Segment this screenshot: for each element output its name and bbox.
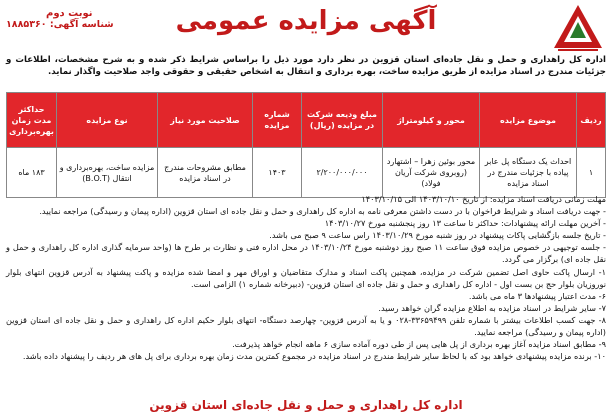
auction-table — [6, 92, 606, 198]
notice-id: شناسه آگهی: ۱۸۸۵۳۶۰ — [6, 19, 114, 30]
cell-row: ۱ — [577, 148, 606, 198]
cell-duration: ۱۸۳ ماه — [7, 148, 57, 198]
col-row: ردیف — [577, 93, 606, 148]
notice-badge — [6, 8, 124, 30]
col-duration: حداکثر مدت زمان بهره‌برداری — [7, 93, 57, 148]
cell-qualification: مطابق مشروحات مندرج در اسناد مزایده — [158, 148, 253, 198]
cell-deposit: ۲/۲۰۰/۰۰۰/۰۰۰ — [302, 148, 383, 198]
col-subject: موضوع مزایده — [480, 93, 577, 148]
conditions-body — [6, 193, 606, 362]
condition-item: ۱- ارسال پاکت حاوی اصل تضمین شرکت در مزایده، همچنین پاکت اسناد و مدارک متقاضیان و اوراق مهر و امضا شده مزایده و پاکت پیشنهاد به آدرس قزوین انتهای بلوار نوروزیان بلوار حج بن بست اول - اداره کل راهداری و حمل و نقل جاده ای استان قزوین- (دبیرخانه شماره ۱) الزامی است. — [6, 266, 606, 289]
col-number: شماره مزایده — [253, 93, 302, 148]
condition-item: ۷- سایر شرایط در اسناد مزایده به اطلاع مزایده گران خواهد رسید. — [378, 302, 606, 313]
condition-item: - جلسه توجیهی در خصوص مزایده فوق ساعت ۱۱ صبح روز دوشنبه مورخ ۱۴۰۳/۱۰/۲۴ در محل اداره فنی و نظارت بر طرح ها (واحد سرمایه گذاری اداره کل راهداری و حمل و نقل جاده ای) برگزار می گردد. — [6, 242, 606, 265]
cell-type: مزایده ساخت، بهره‌برداری و انتقال (B.O.T) — [57, 148, 158, 198]
condition-item: ۶- مدت اعتبار پیشنهادها ۳ ماه می باشد. — [468, 290, 606, 301]
col-qualification: صلاحیت مورد نیاز — [158, 93, 253, 148]
cell-route: محور بوئین زهرا – اشتهارد (روبروی شرکت آریان فولاد) — [383, 148, 480, 198]
intro-paragraph: اداره کل راهداری و حمل و نقل جاده‌ای استان قزوین در نظر دارد مورد ذیل را براساس شرایط ذکر شده و به شرح مشخصات، اطلاعات و جزئیات مندرج در اسناد مزایده از طریق مزایده ساخت، بهره برداری و انتقال به اشخاص حقیقی و حقوقی واجد صلاحیت واگذار نماید. — [6, 55, 606, 77]
notice-round: نوبت دوم — [46, 8, 93, 19]
table-row — [7, 148, 606, 198]
table-header-row — [7, 93, 606, 148]
cell-subject: احداث یک دستگاه پل عابر پیاده با جزئیات مندرج در اسناد مزایده — [480, 148, 577, 198]
col-type: نوع مزایده — [57, 93, 158, 148]
condition-item: ۸- جهت کسب اطلاعات بیشتر با شماره تلفن ۳۳۶۵۹۴۹۹-۰۲۸ و یا به آدرس قزوین- چهارصد دستگاه- انتهای بلوار حکیم اداره کل راهداری و حمل و نقل جاده ای استان قزوین (اداره پیمان و رسیدگی) مراجعه نمایید. — [6, 314, 606, 338]
deadline-line: مهلت زمانی دریافت اسناد مزایده: از تاریخ ۱۴۰۳/۱۰/۱۰ الی ۱۴۰۳/۱۰/۱۵ — [361, 194, 606, 204]
cell-number: ۱۴۰۳ — [253, 148, 302, 198]
condition-item: ۹- مطابق اسناد مزایده آغاز بهره برداری از پل هایی پس از طی دوره آماده سازی ۶ ماهه انجام خواهد پذیرفت. — [232, 339, 606, 350]
condition-item: - جهت دریافت اسناد و شرایط فراخوان با در دست داشتن معرفی نامه به اداره کل راهداری و حمل و نقل جاده ای استان قزوین (اداره پیمان و رسیدگی) مراجعه نمایید. — [39, 206, 606, 217]
col-deposit: مبلغ ودیعه شرکت در مزایده (ریال) — [302, 93, 383, 148]
footer-signature: اداره کل راهداری و حمل و نقل جاده‌ای استان قزوین — [149, 398, 463, 412]
condition-item: ۱۰- برنده مزایده پیشنهادی خواهد بود که با لحاظ سایر شرایط مندرج در اسناد مزایده در مجموع کمترین مدت زمان بهره برداری برای پل های هر ردیف را پیشنهاد داده باشد. — [22, 351, 606, 362]
col-route: محور و کیلومتراژ — [383, 93, 480, 148]
page-title: آگهی مزایده عمومی — [175, 6, 437, 36]
header — [0, 0, 612, 52]
condition-item: - آخرین مهلت ارائه پیشنهادات: حداکثر تا ساعت ۱۳ روز پنجشنبه مورخ ۱۴۰۳/۱۰/۲۷ — [324, 218, 606, 229]
condition-item: - تاریخ جلسه بازگشایی پاکات پیشنهاد در روز شنبه مورخ ۱۴۰۳/۱۰/۲۹ راس ساعت ۹ صبح می باشد. — [269, 230, 606, 241]
